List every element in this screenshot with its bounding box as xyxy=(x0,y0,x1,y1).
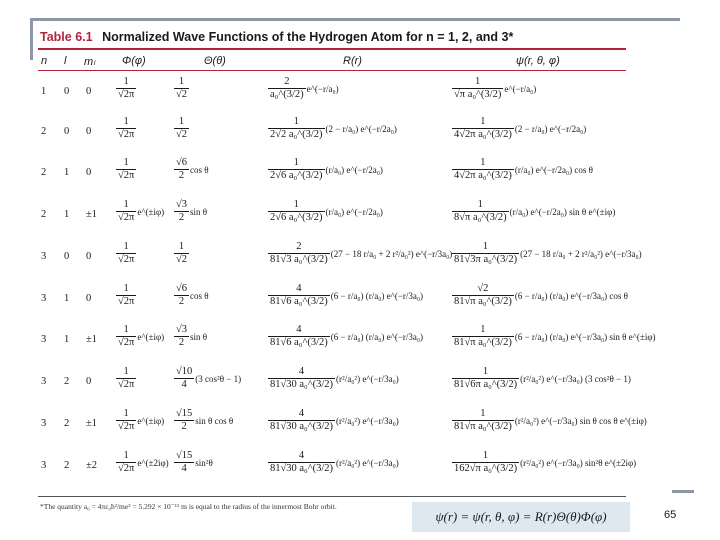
cell-phi-fraction xyxy=(116,199,136,224)
footnote: *The quantity a₀ = 4πε₀ħ²/me² = 5.292 × 10⁻¹¹ m is equal to the radius of the innermost Bohr orbit. xyxy=(40,502,337,511)
header-psi: ψ(r, θ, φ) xyxy=(516,55,560,67)
cell-radial-fraction xyxy=(268,408,335,433)
cell-m: 0 xyxy=(86,86,92,97)
cell-radial-numerator: 4 xyxy=(298,408,305,419)
cell-m: ±2 xyxy=(86,460,98,471)
cell-psi-fraction xyxy=(452,408,514,433)
table-caption: Normalized Wave Functions of the Hydrogen Atom for n = 1, 2, and 3* xyxy=(102,30,514,44)
cell-theta xyxy=(174,199,254,224)
cell-radial-numerator: 2 xyxy=(284,76,290,87)
cell-psi-numerator: 1 xyxy=(480,408,486,419)
cell-theta xyxy=(174,324,254,349)
cell-theta-fraction xyxy=(174,157,189,182)
cell-psi xyxy=(452,199,624,224)
cell-psi-fraction xyxy=(452,76,503,101)
cell-radial-factor: (2 − r/a₀) e^(−r/2a₀) xyxy=(325,123,397,134)
cell-phi-denominator: √2π xyxy=(118,421,135,432)
slide-corner-mark xyxy=(672,490,694,493)
cell-theta-factor: sin θ xyxy=(190,331,208,342)
cell-psi-denominator: 4√2π a₀^(3/2) xyxy=(454,170,512,181)
cell-m: 0 xyxy=(86,126,92,137)
cell-theta-denominator: 2 xyxy=(174,420,194,433)
cell-l: 1 xyxy=(64,334,70,345)
cell-n: 2 xyxy=(41,167,47,178)
cell-theta-denominator: 2 xyxy=(174,295,189,308)
cell-psi-numerator: 1 xyxy=(475,76,481,87)
cell-phi xyxy=(116,199,176,224)
cell-psi-factor: (27 − 18 r/a₀ + 2 r²/a₀²) e^(−r/3a₀) xyxy=(520,248,642,259)
header-l: l xyxy=(64,55,67,67)
cell-l: 1 xyxy=(64,293,70,304)
cell-radial-fraction xyxy=(268,450,335,475)
cell-theta xyxy=(174,366,254,391)
cell-phi xyxy=(116,116,176,141)
cell-theta-numerator: √6 xyxy=(176,157,188,168)
table-label: Table 6.1 xyxy=(40,30,93,44)
cell-psi-numerator: 1 xyxy=(480,324,486,335)
cell-phi-denominator: √2π xyxy=(118,170,135,181)
cell-radial-denominator: a₀^(3/2) xyxy=(270,89,304,100)
cell-psi-factor: (r²/a₀²) e^(−r/3a₀) (3 cos²θ − 1) xyxy=(520,373,631,384)
cell-radial-factor: (r²/a₀²) e^(−r/3a₀) xyxy=(336,415,399,426)
cell-radial-denominator: 81√30 a₀^(3/2) xyxy=(270,463,334,474)
cell-psi xyxy=(452,157,624,182)
cell-radial-numerator: 4 xyxy=(296,324,302,335)
cell-radial-fraction xyxy=(268,324,330,349)
cell-theta-factor: sin θ xyxy=(190,206,208,217)
cell-m: 0 xyxy=(86,167,92,178)
cell-phi-factor: e^(±iφ) xyxy=(137,415,165,426)
cell-n: 3 xyxy=(41,334,47,345)
cell-l: 0 xyxy=(64,126,70,137)
cell-psi-denominator: √π a₀^(3/2) xyxy=(454,89,502,100)
cell-theta-denominator: 2 xyxy=(174,211,189,224)
cell-psi xyxy=(452,408,647,433)
cell-theta-factor: sin θ cos θ xyxy=(195,415,234,426)
cell-radial-fraction xyxy=(268,116,325,141)
cell-theta-fraction xyxy=(174,199,189,224)
cell-psi-numerator: 1 xyxy=(480,157,486,168)
cell-l: 1 xyxy=(64,167,70,178)
cell-phi-fraction xyxy=(116,366,136,391)
cell-theta-factor: cos θ xyxy=(190,164,209,175)
cell-phi-denominator: √2π xyxy=(118,212,135,223)
cell-radial-numerator: 2 xyxy=(296,241,302,252)
cell-radial-numerator: 4 xyxy=(298,450,305,461)
cell-psi-numerator: 1 xyxy=(480,116,486,127)
cell-radial xyxy=(268,450,448,475)
cell-psi-fraction xyxy=(452,199,509,224)
header-r: R(r) xyxy=(343,55,362,67)
cell-radial-denominator: 81√3 a₀^(3/2) xyxy=(270,254,328,265)
cell-psi-fraction xyxy=(452,366,519,391)
cell-radial-factor: (r/a₀) e^(−r/2a₀) xyxy=(325,206,383,217)
header-n: n xyxy=(41,55,48,67)
cell-radial-factor: (r²/a₀²) e^(−r/3a₀) xyxy=(336,373,399,384)
header-theta: Θ(θ) xyxy=(204,55,226,67)
table-header-rule xyxy=(38,70,626,71)
cell-l: 2 xyxy=(64,418,70,429)
cell-phi-numerator: 1 xyxy=(123,324,129,335)
wave-function-formula: ψ(r) = ψ(r, θ, φ) = R(r)Θ(θ)Φ(φ) xyxy=(412,502,630,532)
cell-theta xyxy=(174,241,254,266)
cell-psi xyxy=(452,283,628,308)
cell-radial-factor: e^(−r/a₀) xyxy=(306,83,339,94)
slide-left-border xyxy=(30,20,33,60)
cell-psi xyxy=(452,366,631,391)
cell-psi-factor: (r/a₀) e^(−r/2a₀) cos θ xyxy=(514,164,593,175)
cell-phi-denominator: √2π xyxy=(118,129,135,140)
cell-n: 1 xyxy=(41,86,47,97)
cell-theta-fraction xyxy=(174,408,194,433)
cell-phi-fraction xyxy=(116,324,136,349)
cell-radial-numerator: 4 xyxy=(298,366,305,377)
cell-psi-factor: (2 − r/a₀) e^(−r/2a₀) xyxy=(514,123,587,134)
cell-n: 2 xyxy=(41,209,47,220)
cell-phi-factor: e^(±2iφ) xyxy=(137,457,169,468)
cell-theta-factor: sin²θ xyxy=(195,457,213,468)
cell-psi-factor: (6 − r/a₀) (r/a₀) e^(−r/3a₀) sin θ e^(±iφ) xyxy=(514,331,656,342)
cell-psi xyxy=(452,76,624,101)
cell-radial xyxy=(268,408,448,433)
cell-phi-factor: e^(±iφ) xyxy=(137,331,165,342)
cell-phi-numerator: 1 xyxy=(123,157,129,168)
cell-psi-numerator: 1 xyxy=(477,199,483,210)
slide-top-border xyxy=(30,18,680,21)
cell-phi xyxy=(116,324,176,349)
cell-phi xyxy=(116,76,176,101)
cell-m: 0 xyxy=(86,293,92,304)
cell-radial-numerator: 4 xyxy=(296,283,302,294)
cell-theta-numerator: √15 xyxy=(176,450,193,461)
table-top-rule xyxy=(38,48,626,50)
cell-psi-fraction xyxy=(452,157,514,182)
cell-psi-factor: (r/a₀) e^(−r/2a₀) sin θ e^(±iφ) xyxy=(509,206,616,217)
cell-theta-numerator: 1 xyxy=(178,76,185,87)
cell-radial-factor: (27 − 18 r/a₀ + 2 r²/a₀²) e^(−r/3a₀) xyxy=(330,248,453,259)
cell-phi xyxy=(116,157,176,182)
cell-theta-denominator: 2 xyxy=(174,336,189,349)
cell-phi-denominator: √2π xyxy=(118,254,135,265)
cell-radial-denominator: 81√30 a₀^(3/2) xyxy=(270,421,334,432)
header-m: mₗ xyxy=(84,56,95,68)
cell-theta-numerator: 1 xyxy=(178,116,185,127)
cell-radial-fraction xyxy=(268,241,330,266)
cell-phi-numerator: 1 xyxy=(123,241,129,252)
cell-phi-denominator: √2π xyxy=(118,89,135,100)
cell-psi-factor: e^(−r/a₀) xyxy=(504,83,537,94)
cell-phi xyxy=(116,408,176,433)
cell-theta xyxy=(174,116,254,141)
cell-n: 3 xyxy=(41,251,47,262)
cell-psi-denominator: 162√π a₀^(3/2) xyxy=(454,463,518,474)
cell-theta xyxy=(174,157,254,182)
cell-radial xyxy=(268,283,448,308)
cell-psi-fraction xyxy=(452,116,514,141)
cell-phi xyxy=(116,366,176,391)
cell-phi-denominator: √2π xyxy=(118,337,135,348)
cell-theta-denominator: √2 xyxy=(176,89,188,100)
cell-phi-fraction xyxy=(116,450,136,475)
cell-phi-fraction xyxy=(116,408,136,433)
cell-psi-denominator: 4√2π a₀^(3/2) xyxy=(454,129,512,140)
cell-theta-fraction xyxy=(174,324,189,349)
cell-phi xyxy=(116,283,176,308)
cell-psi-fraction xyxy=(452,450,519,475)
cell-phi-fraction xyxy=(116,283,136,308)
cell-phi-numerator: 1 xyxy=(123,366,129,377)
cell-l: 0 xyxy=(64,86,70,97)
cell-m: ±1 xyxy=(86,209,98,220)
cell-phi-numerator: 1 xyxy=(123,76,129,87)
cell-radial xyxy=(268,157,448,182)
cell-phi-denominator: √2π xyxy=(118,463,135,474)
cell-psi-denominator: 8√π a₀^(3/2) xyxy=(454,212,507,223)
cell-psi xyxy=(452,116,624,141)
cell-theta-fraction xyxy=(174,283,189,308)
cell-psi xyxy=(452,241,642,266)
cell-phi-fraction xyxy=(116,116,136,141)
cell-radial-denominator: 2√6 a₀^(3/2) xyxy=(270,212,323,223)
cell-radial xyxy=(268,324,448,349)
cell-radial-denominator: 2√2 a₀^(3/2) xyxy=(270,129,323,140)
cell-phi-numerator: 1 xyxy=(123,450,129,461)
cell-theta-numerator: √15 xyxy=(176,408,193,419)
cell-radial xyxy=(268,199,448,224)
cell-l: 2 xyxy=(64,376,70,387)
cell-theta-denominator: √2 xyxy=(176,254,188,265)
cell-radial xyxy=(268,241,453,266)
cell-radial-fraction xyxy=(268,283,330,308)
cell-theta-numerator: √3 xyxy=(176,324,188,335)
cell-radial-numerator: 1 xyxy=(293,199,299,210)
cell-radial-denominator: 81√6 a₀^(3/2) xyxy=(270,296,328,307)
cell-n: 2 xyxy=(41,126,47,137)
header-phi: Φ(φ) xyxy=(122,55,146,67)
cell-theta xyxy=(174,408,254,433)
cell-psi-denominator: 81√6π a₀^(3/2) xyxy=(454,379,518,390)
cell-theta-denominator: 4 xyxy=(174,462,194,475)
cell-radial xyxy=(268,366,448,391)
cell-theta xyxy=(174,450,254,475)
cell-theta-fraction xyxy=(174,450,194,475)
cell-theta-fraction xyxy=(174,241,189,266)
cell-m: ±1 xyxy=(86,334,98,345)
cell-phi-fraction xyxy=(116,157,136,182)
cell-theta-numerator: √3 xyxy=(176,199,188,210)
cell-n: 3 xyxy=(41,460,47,471)
cell-psi-factor: (r²/a₀²) e^(−r/3a₀) sin θ cos θ e^(±iφ) xyxy=(514,415,647,426)
cell-theta-denominator: 4 xyxy=(174,378,194,391)
cell-psi-numerator: 1 xyxy=(482,450,489,461)
cell-psi-denominator: 81√π a₀^(3/2) xyxy=(454,296,512,307)
cell-n: 3 xyxy=(41,418,47,429)
cell-l: 1 xyxy=(64,209,70,220)
cell-psi-factor: (r²/a₀²) e^(−r/3a₀) sin²θ e^(±2iφ) xyxy=(520,457,637,468)
cell-radial-denominator: 2√6 a₀^(3/2) xyxy=(270,170,323,181)
cell-theta-factor: (3 cos²θ − 1) xyxy=(195,373,242,384)
cell-theta-fraction xyxy=(174,366,194,391)
cell-psi xyxy=(452,324,656,349)
cell-phi-numerator: 1 xyxy=(123,116,129,127)
cell-phi xyxy=(116,450,176,475)
cell-radial-fraction xyxy=(268,366,335,391)
cell-radial xyxy=(268,76,448,101)
cell-theta xyxy=(174,76,254,101)
cell-theta-factor: cos θ xyxy=(190,290,209,301)
cell-psi-denominator: 81√3π a₀^(3/2) xyxy=(454,254,518,265)
cell-psi-numerator: √2 xyxy=(477,283,489,294)
cell-radial-numerator: 1 xyxy=(293,157,299,168)
cell-phi xyxy=(116,241,176,266)
cell-radial-denominator: 81√30 a₀^(3/2) xyxy=(270,379,334,390)
cell-theta-numerator: √6 xyxy=(176,283,188,294)
cell-phi-denominator: √2π xyxy=(118,296,135,307)
cell-phi-denominator: √2π xyxy=(118,379,135,390)
cell-psi-numerator: 1 xyxy=(482,366,489,377)
cell-theta-numerator: √10 xyxy=(176,366,193,377)
table-title xyxy=(40,30,513,44)
cell-theta xyxy=(174,283,254,308)
cell-radial-factor: (6 − r/a₀) (r/a₀) e^(−r/3a₀) xyxy=(330,331,424,342)
cell-m: 0 xyxy=(86,251,92,262)
cell-n: 3 xyxy=(41,293,47,304)
cell-phi-fraction xyxy=(116,241,136,266)
cell-radial-fraction xyxy=(268,157,325,182)
cell-phi-factor: e^(±iφ) xyxy=(137,206,165,217)
cell-radial-factor: (r²/a₀²) e^(−r/3a₀) xyxy=(336,457,399,468)
cell-theta-numerator: 1 xyxy=(178,241,185,252)
cell-psi-fraction xyxy=(452,283,514,308)
cell-radial-denominator: 81√6 a₀^(3/2) xyxy=(270,337,328,348)
cell-radial-fraction xyxy=(268,76,306,101)
cell-phi-numerator: 1 xyxy=(123,283,129,294)
cell-radial xyxy=(268,116,448,141)
table-bottom-rule xyxy=(38,496,626,497)
cell-psi xyxy=(452,450,637,475)
cell-psi-denominator: 81√π a₀^(3/2) xyxy=(454,337,512,348)
cell-phi-fraction xyxy=(116,76,136,101)
cell-theta-denominator: 2 xyxy=(174,169,189,182)
cell-psi-denominator: 81√π a₀^(3/2) xyxy=(454,421,512,432)
cell-psi-numerator: 1 xyxy=(482,241,489,252)
cell-phi-numerator: 1 xyxy=(123,408,129,419)
cell-radial-numerator: 1 xyxy=(293,116,299,127)
cell-l: 2 xyxy=(64,460,70,471)
cell-m: 0 xyxy=(86,376,92,387)
cell-radial-fraction xyxy=(268,199,325,224)
cell-n: 3 xyxy=(41,376,47,387)
cell-psi-fraction xyxy=(452,324,514,349)
cell-psi-fraction xyxy=(452,241,519,266)
cell-psi-factor: (6 − r/a₀) (r/a₀) e^(−r/3a₀) cos θ xyxy=(514,290,628,301)
cell-radial-factor: (r/a₀) e^(−r/2a₀) xyxy=(325,164,383,175)
cell-theta-denominator: √2 xyxy=(176,129,188,140)
cell-theta-fraction xyxy=(174,116,189,141)
cell-radial-factor: (6 − r/a₀) (r/a₀) e^(−r/3a₀) xyxy=(330,290,424,301)
page-number: 65 xyxy=(664,509,677,521)
cell-m: ±1 xyxy=(86,418,98,429)
cell-theta-fraction xyxy=(174,76,189,101)
cell-phi-numerator: 1 xyxy=(123,199,129,210)
cell-l: 0 xyxy=(64,251,70,262)
